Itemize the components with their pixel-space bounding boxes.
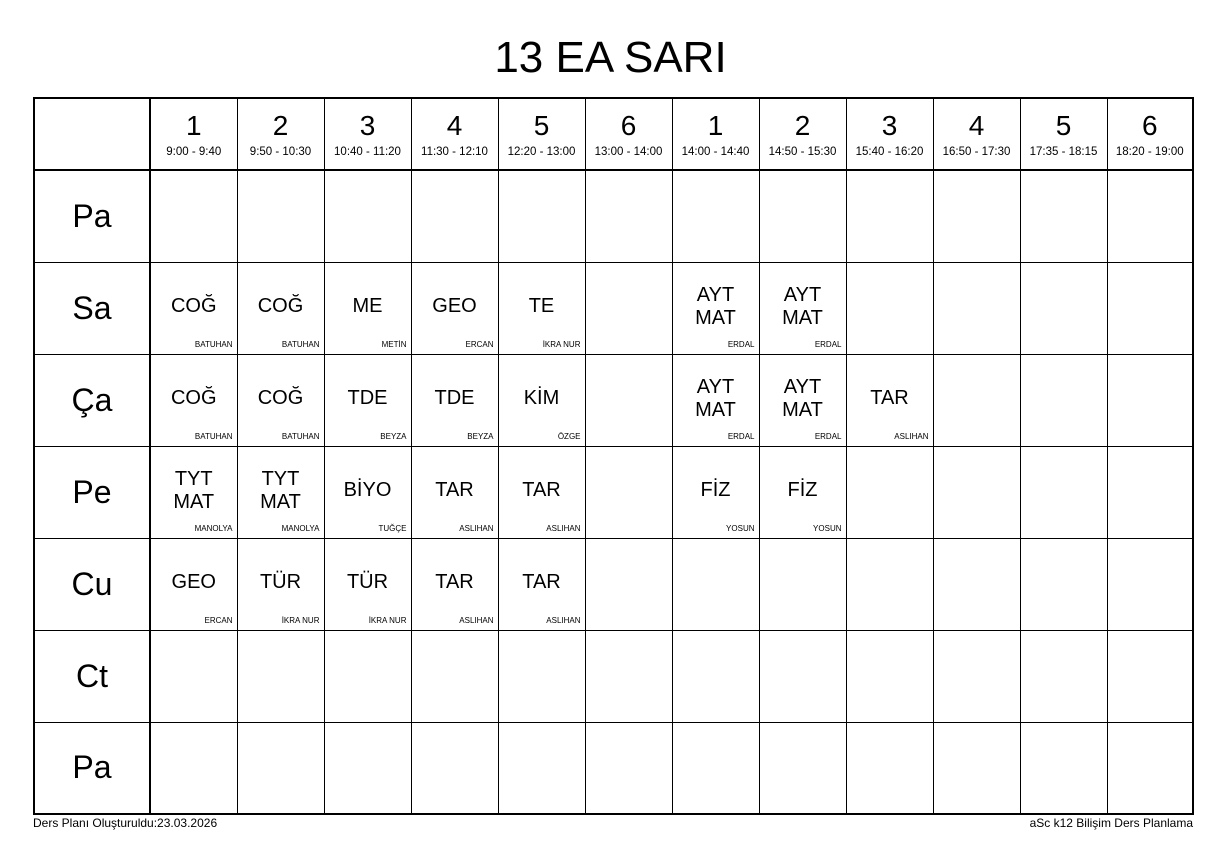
empty-cell xyxy=(324,630,411,722)
period-time: 10:40 - 11:20 xyxy=(334,146,401,158)
empty-cell xyxy=(585,170,672,262)
empty-cell xyxy=(150,630,237,722)
period-time: 13:00 - 14:00 xyxy=(594,146,663,158)
lesson-teacher: ERDAL xyxy=(814,431,842,441)
day-row xyxy=(34,262,1193,354)
lesson-subject: COĞ xyxy=(170,387,217,409)
period-number: 3 xyxy=(359,110,376,141)
lesson-cell xyxy=(237,262,324,354)
empty-cell xyxy=(585,630,672,722)
lesson-cell xyxy=(411,354,498,446)
empty-cell xyxy=(846,630,933,722)
empty-cell xyxy=(585,722,672,814)
lesson-teacher: ERDAL xyxy=(727,431,755,441)
empty-cell xyxy=(1020,446,1107,538)
lesson-teacher: YOSUN xyxy=(813,523,842,533)
empty-cell xyxy=(237,630,324,722)
lesson-teacher: YOSUN xyxy=(726,523,755,533)
lesson-teacher: TUĞÇE xyxy=(378,523,407,533)
lesson xyxy=(238,263,324,354)
lesson-teacher: BATUHAN xyxy=(194,339,233,349)
empty-cell xyxy=(672,538,759,630)
lesson-subject: AYT MAT xyxy=(695,283,736,329)
lesson-teacher: ASLIHAN xyxy=(546,523,581,533)
empty-cell xyxy=(759,170,846,262)
period-header-3 xyxy=(324,98,411,170)
period-time: 17:35 - 18:15 xyxy=(1029,146,1098,158)
period-number: 1 xyxy=(707,110,724,141)
lesson-cell xyxy=(324,446,411,538)
empty-cell xyxy=(846,722,933,814)
page-title: 13 EA SARI xyxy=(494,33,727,82)
lesson-cell xyxy=(759,262,846,354)
lesson-cell xyxy=(672,354,759,446)
lesson-teacher: METİN xyxy=(381,339,407,349)
empty-cell xyxy=(933,538,1020,630)
empty-cell xyxy=(498,630,585,722)
empty-cell xyxy=(1020,538,1107,630)
day-row xyxy=(34,722,1193,814)
lesson-cell xyxy=(672,262,759,354)
lesson-cell xyxy=(324,262,411,354)
lesson xyxy=(151,539,237,630)
lesson-teacher: BATUHAN xyxy=(281,339,320,349)
lesson-cell xyxy=(150,354,237,446)
lesson-teacher: BATUHAN xyxy=(194,431,233,441)
lesson-subject: TAR xyxy=(870,387,909,409)
lesson-teacher: ASLIHAN xyxy=(546,615,581,625)
period-time: 18:20 - 19:00 xyxy=(1115,146,1184,158)
lesson-teacher: İKRA NUR xyxy=(368,615,407,625)
empty-cell xyxy=(1020,354,1107,446)
day-label: Pa xyxy=(34,170,150,262)
lesson xyxy=(325,539,411,630)
empty-cell xyxy=(1107,262,1193,354)
empty-cell xyxy=(237,170,324,262)
day-label: Sa xyxy=(34,262,150,354)
lesson-subject: KİM xyxy=(523,387,560,409)
lesson xyxy=(238,447,324,538)
empty-cell xyxy=(498,170,585,262)
lesson-teacher: ASLIHAN xyxy=(459,523,494,533)
period-time: 11:30 - 12:10 xyxy=(421,146,488,158)
empty-cell xyxy=(672,630,759,722)
period-number: 2 xyxy=(794,110,811,141)
lesson-subject: TDE xyxy=(434,387,475,409)
lesson xyxy=(412,447,498,538)
period-header-2 xyxy=(237,98,324,170)
day-label: Ct xyxy=(34,630,150,722)
empty-cell xyxy=(150,722,237,814)
empty-cell xyxy=(846,262,933,354)
period-number: 4 xyxy=(446,110,463,141)
software-credit: aSc k12 Bilişim Ders Planlama xyxy=(1029,816,1193,830)
period-header-12 xyxy=(1107,98,1193,170)
lesson-cell xyxy=(498,446,585,538)
lesson-cell xyxy=(759,446,846,538)
lesson xyxy=(238,539,324,630)
empty-cell xyxy=(1107,538,1193,630)
empty-cell xyxy=(585,262,672,354)
empty-cell xyxy=(759,630,846,722)
lesson-cell xyxy=(150,538,237,630)
lesson-cell xyxy=(324,354,411,446)
lesson-teacher: ASLIHAN xyxy=(894,431,929,441)
period-number: 6 xyxy=(1141,110,1158,141)
lesson-cell xyxy=(411,446,498,538)
lesson-subject: FİZ xyxy=(700,479,731,501)
day-row xyxy=(34,538,1193,630)
lesson-subject: TYT MAT xyxy=(173,467,215,513)
lesson-cell xyxy=(237,446,324,538)
lesson xyxy=(325,355,411,446)
lesson-subject: ME xyxy=(352,295,383,317)
lesson-subject: COĞ xyxy=(257,387,304,409)
lesson-subject: TÜR xyxy=(259,571,302,593)
lesson-subject: TYT MAT xyxy=(260,467,301,513)
lesson-subject: COĞ xyxy=(170,295,217,317)
empty-cell xyxy=(1107,446,1193,538)
empty-cell xyxy=(759,722,846,814)
period-number: 1 xyxy=(185,110,202,141)
period-header-row xyxy=(34,98,1193,170)
empty-cell xyxy=(1107,354,1193,446)
timetable xyxy=(33,97,1194,815)
lesson-subject: AYT MAT xyxy=(782,375,823,421)
lesson-teacher: BEYZA xyxy=(380,431,407,441)
lesson-cell xyxy=(411,262,498,354)
empty-cell xyxy=(672,170,759,262)
empty-cell xyxy=(933,722,1020,814)
lesson-teacher: MANOLYA xyxy=(194,523,233,533)
empty-cell xyxy=(846,170,933,262)
lesson xyxy=(325,263,411,354)
empty-cell xyxy=(585,354,672,446)
empty-cell xyxy=(933,446,1020,538)
period-time: 14:50 - 15:30 xyxy=(768,146,837,158)
lesson-teacher: BEYZA xyxy=(467,431,494,441)
empty-cell xyxy=(585,446,672,538)
period-number: 2 xyxy=(272,110,289,141)
lesson-teacher: ASLIHAN xyxy=(459,615,494,625)
lesson-cell xyxy=(237,538,324,630)
empty-cell xyxy=(846,538,933,630)
period-time: 16:50 - 17:30 xyxy=(942,146,1011,158)
lesson-subject: GEO xyxy=(432,295,477,317)
lesson xyxy=(760,447,846,538)
period-header-10 xyxy=(933,98,1020,170)
lesson-subject: FİZ xyxy=(787,479,818,501)
lesson-subject: TDE xyxy=(347,387,388,409)
lesson xyxy=(412,355,498,446)
lesson-cell xyxy=(324,538,411,630)
lesson xyxy=(412,539,498,630)
empty-cell xyxy=(933,262,1020,354)
lesson-cell xyxy=(672,446,759,538)
period-header-4 xyxy=(411,98,498,170)
period-time: 12:20 - 13:00 xyxy=(507,146,576,158)
empty-cell xyxy=(759,538,846,630)
empty-cell xyxy=(1020,630,1107,722)
empty-cell xyxy=(1107,722,1193,814)
lesson-teacher: BATUHAN xyxy=(281,431,320,441)
created-date-note: Ders Planı Oluşturuldu:23.03.2026 xyxy=(33,816,218,830)
lesson-subject: TAR xyxy=(522,479,561,501)
period-header-6 xyxy=(585,98,672,170)
lesson-teacher: İKRA NUR xyxy=(542,339,581,349)
lesson xyxy=(760,263,846,354)
period-header-7 xyxy=(672,98,759,170)
lesson xyxy=(673,447,759,538)
lesson-subject: GEO xyxy=(171,571,216,593)
period-header-1 xyxy=(150,98,237,170)
day-row xyxy=(34,446,1193,538)
lesson xyxy=(499,355,585,446)
lesson-subject: TÜR xyxy=(346,571,389,593)
empty-cell xyxy=(411,722,498,814)
lesson-cell xyxy=(150,446,237,538)
lesson xyxy=(760,355,846,446)
lesson xyxy=(412,263,498,354)
lesson-cell xyxy=(150,262,237,354)
period-header-8 xyxy=(759,98,846,170)
empty-cell xyxy=(846,446,933,538)
lesson-subject: TAR xyxy=(522,571,561,593)
header-corner xyxy=(34,98,150,170)
lesson-subject: COĞ xyxy=(257,295,304,317)
lesson-subject: TAR xyxy=(435,479,474,501)
empty-cell xyxy=(1107,630,1193,722)
period-number: 5 xyxy=(1055,110,1072,141)
period-number: 4 xyxy=(968,110,985,141)
lesson-cell xyxy=(237,354,324,446)
lesson-cell xyxy=(498,262,585,354)
lesson-subject: AYT MAT xyxy=(695,375,736,421)
lesson-cell xyxy=(759,354,846,446)
day-label: Pe xyxy=(34,446,150,538)
lesson-subject: TAR xyxy=(435,571,474,593)
empty-cell xyxy=(933,354,1020,446)
lesson xyxy=(238,355,324,446)
lesson xyxy=(151,263,237,354)
empty-cell xyxy=(498,722,585,814)
empty-cell xyxy=(150,170,237,262)
empty-cell xyxy=(1107,170,1193,262)
empty-cell xyxy=(324,722,411,814)
lesson xyxy=(499,447,585,538)
period-header-5 xyxy=(498,98,585,170)
day-label: Pa xyxy=(34,722,150,814)
lesson-teacher: ERCAN xyxy=(204,615,233,625)
lesson-cell xyxy=(846,354,933,446)
day-row xyxy=(34,630,1193,722)
lesson-teacher: MANOLYA xyxy=(281,523,320,533)
lesson-subject: BİYO xyxy=(343,479,392,501)
lesson-teacher: ERDAL xyxy=(814,339,842,349)
lesson-cell xyxy=(498,538,585,630)
day-row xyxy=(34,354,1193,446)
day-label: Ça xyxy=(34,354,150,446)
lesson xyxy=(151,447,237,538)
lesson xyxy=(499,539,585,630)
lesson xyxy=(673,355,759,446)
lesson xyxy=(499,263,585,354)
lesson xyxy=(151,355,237,446)
empty-cell xyxy=(411,170,498,262)
period-header-11 xyxy=(1020,98,1107,170)
lesson xyxy=(673,263,759,354)
period-time: 14:00 - 14:40 xyxy=(681,146,750,158)
lesson-subject: TE xyxy=(528,295,555,317)
day-label: Cu xyxy=(34,538,150,630)
period-time: 9:00 - 9:40 xyxy=(166,146,222,158)
empty-cell xyxy=(1020,722,1107,814)
empty-cell xyxy=(672,722,759,814)
period-time: 9:50 - 10:30 xyxy=(249,146,312,158)
lesson-teacher: İKRA NUR xyxy=(281,615,320,625)
lesson-teacher: ERCAN xyxy=(465,339,494,349)
empty-cell xyxy=(324,170,411,262)
lesson-cell xyxy=(498,354,585,446)
period-time: 15:40 - 16:20 xyxy=(855,146,924,158)
lesson-teacher: ÖZGE xyxy=(557,431,581,441)
period-number: 3 xyxy=(881,110,898,141)
empty-cell xyxy=(933,170,1020,262)
period-number: 6 xyxy=(620,110,637,141)
empty-cell xyxy=(237,722,324,814)
day-row xyxy=(34,170,1193,262)
period-number: 5 xyxy=(533,110,550,141)
lesson-teacher: ERDAL xyxy=(727,339,755,349)
lesson xyxy=(847,355,933,446)
empty-cell xyxy=(933,630,1020,722)
empty-cell xyxy=(1020,262,1107,354)
empty-cell xyxy=(1020,170,1107,262)
empty-cell xyxy=(411,630,498,722)
empty-cell xyxy=(585,538,672,630)
period-header-9 xyxy=(846,98,933,170)
lesson xyxy=(325,447,411,538)
lesson-cell xyxy=(411,538,498,630)
lesson-subject: AYT MAT xyxy=(782,283,823,329)
